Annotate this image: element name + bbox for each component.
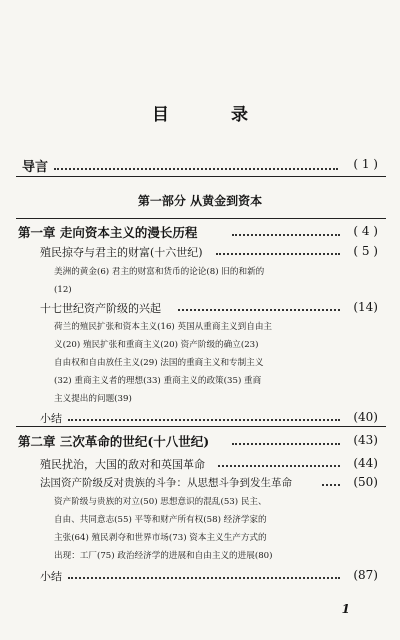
toc-entry-label: 殖民扰治，大国的敌对和英国革命 [40, 458, 205, 471]
toc-entry-label: 殖民掠夺与君主的财富(十六世纪) [40, 246, 203, 259]
toc-entry-chapter-2[interactable] [0, 432, 400, 454]
dot-leader [218, 465, 340, 467]
toc-entry-summary[interactable] [0, 410, 400, 432]
topic-line: 自由权和自由放任主义(29) 法国的重商主义和专制主义 [54, 358, 264, 368]
toc-page-number: ( 5 ) [353, 244, 378, 258]
toc-entry-label: 第二章 三次革命的世纪(十八世纪) [18, 434, 210, 449]
dot-leader [232, 234, 340, 236]
toc-page-number: (87) [353, 568, 378, 582]
dot-leader [232, 443, 340, 445]
topic-line: 美洲的黄金(6) 君主的财富和货币的论论(8) 旧的和新的 [54, 267, 265, 277]
toc-entry-label: 第一章 走向资本主义的漫长历程 [18, 225, 198, 240]
dot-leader [68, 419, 340, 421]
topic-line: 义(20) 殖民扩张和重商主义(20) 资产阶级的确立(23) [54, 340, 259, 350]
toc-entry-label: 小结 [40, 570, 62, 583]
topic-line: 资产阶级与贵族的对立(50) 思想意识的混乱(53) 民主、 [54, 497, 267, 507]
topic-line: (12) [54, 285, 72, 295]
toc-entry-summary[interactable] [0, 568, 400, 590]
topic-line: 出现：工厂(75) 政治经济学的进展和自由主义的进展(80) [54, 551, 273, 561]
divider-rule [16, 176, 386, 177]
dot-leader [54, 168, 338, 170]
topic-line: 荷兰的殖民扩张和资本主义(16) 英国从重商主义到自由主 [54, 322, 273, 332]
toc-entry-intro[interactable] [0, 156, 400, 178]
toc-entry-label: 十七世纪资产阶级的兴起 [40, 302, 161, 315]
toc-entry-label: 小结 [40, 412, 62, 425]
page-number: 1 [341, 602, 350, 616]
toc-page-number: (40) [353, 410, 378, 424]
toc-page-number: (50) [353, 475, 378, 489]
toc-entry-label: 法国资产阶级反对贵族的斗争：从思想斗争到发生革命 [40, 477, 292, 489]
toc-page-number: (14) [353, 300, 378, 314]
topic-line: 主张(64) 殖民剥夺和世界市场(73) 资本主义生产方式的 [54, 533, 267, 543]
dot-leader [216, 253, 340, 255]
topic-line: 主义提出的问题(39) [54, 394, 132, 404]
toc-entry-label: 导言 [22, 160, 49, 175]
divider-rule [16, 218, 386, 219]
dot-leader [68, 577, 340, 579]
toc-page-number: (43) [353, 433, 378, 447]
topic-list [54, 493, 272, 565]
toc-entry-chapter-1[interactable] [0, 223, 400, 245]
dot-leader [322, 484, 340, 486]
toc-page-number: (44) [353, 456, 378, 470]
divider-rule [16, 426, 386, 427]
topic-list [54, 318, 272, 408]
dot-leader [178, 309, 340, 311]
page-title: 目 录 [152, 105, 276, 125]
part-heading: 第一部分 从黄金到资本 [137, 194, 263, 208]
topic-list [54, 263, 264, 299]
topic-line: 自由、共同意志(55) 平等和财产所有权(58) 经济学家的 [54, 515, 267, 525]
toc-page-number: ( 4 ) [353, 224, 378, 238]
toc-page-number: ( 1 ) [353, 157, 378, 171]
topic-line: (32) 重商主义者的理想(33) 重商主义的政策(35) 重商 [54, 376, 262, 386]
